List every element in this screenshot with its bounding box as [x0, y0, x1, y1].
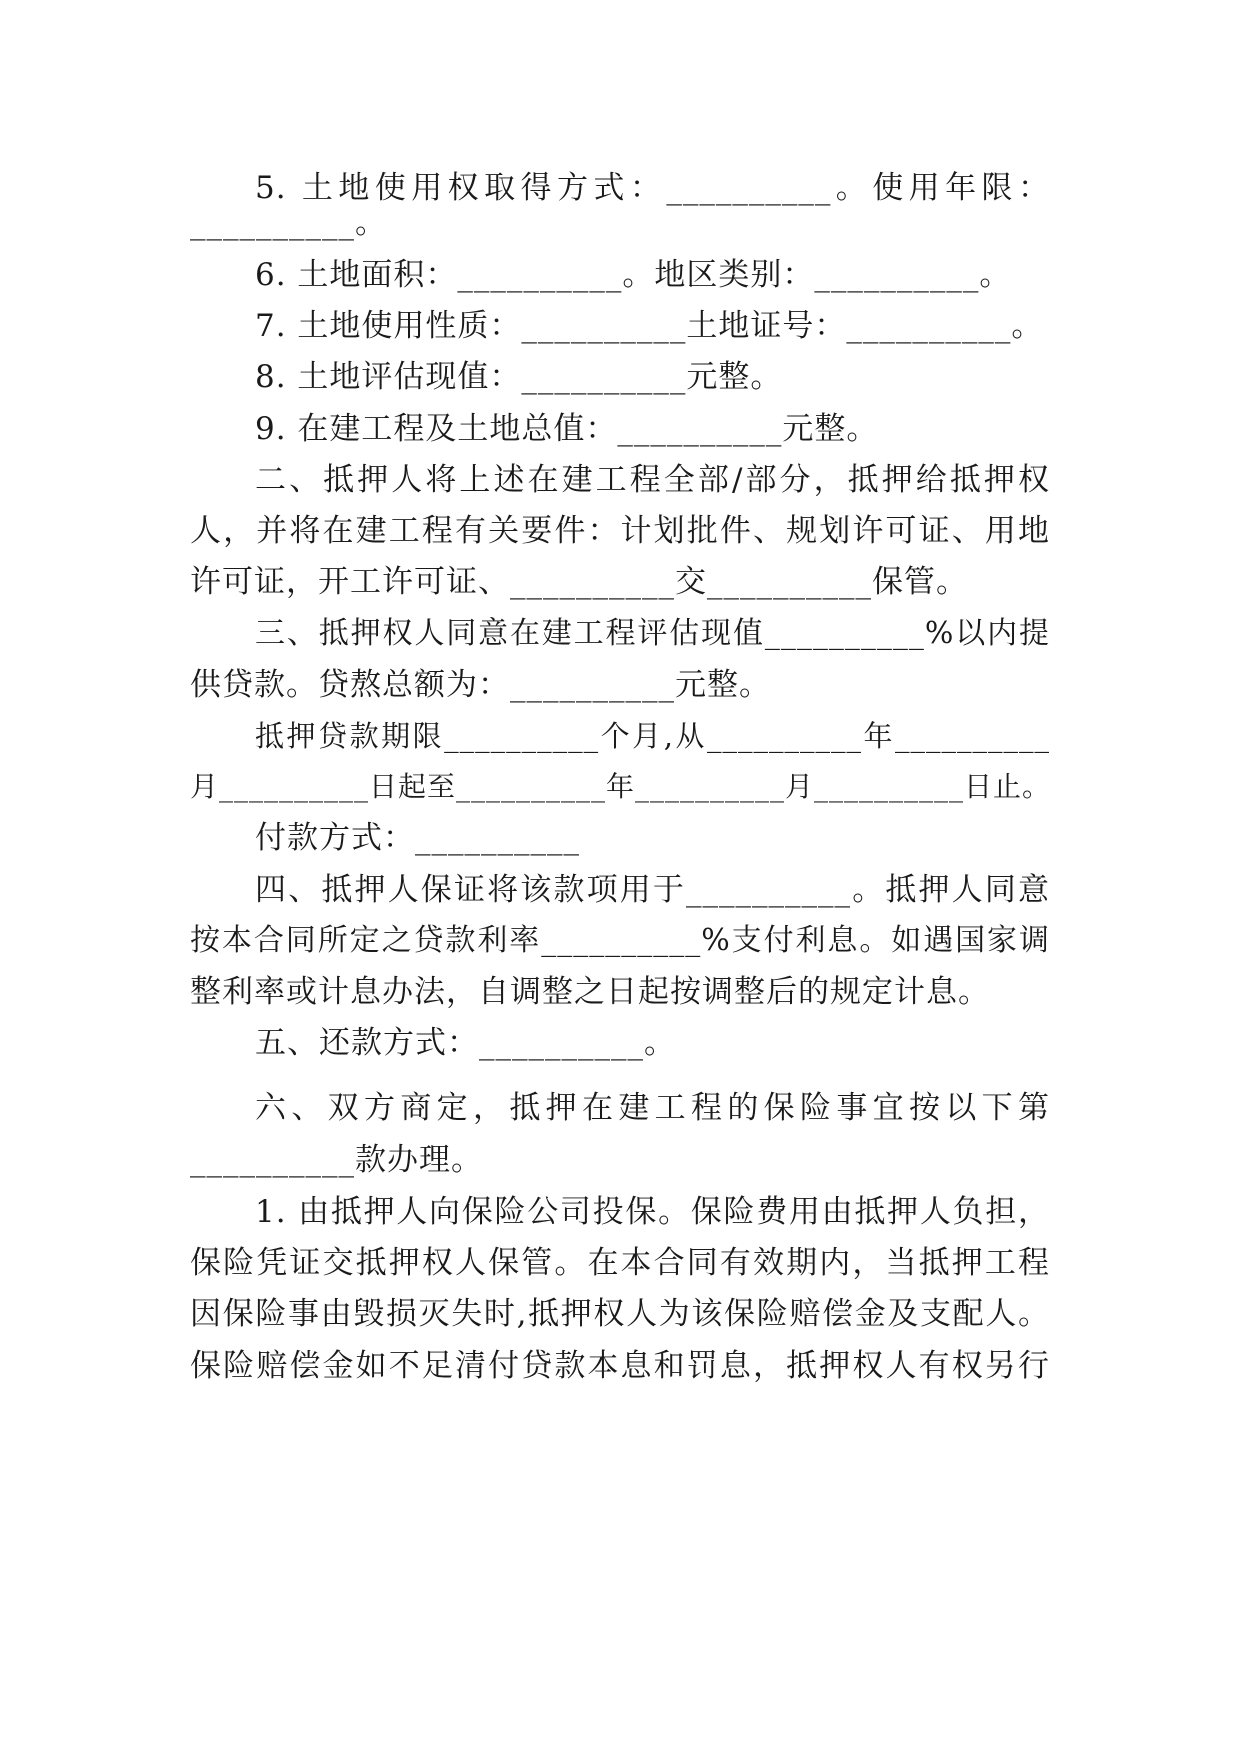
paragraph-line: 1. 由抵押人向保险公司投保。保险费用由抵押人负担，: [255, 1194, 1050, 1230]
paragraph-line: 保险凭证交抵押权人保管。在本合同有效期内，当抵押工程: [190, 1245, 1050, 1281]
paragraph-line: 因保险事由毁损灭失时,抵押权人为该保险赔偿金及支配人。: [190, 1296, 1050, 1332]
paragraph-line: 按本合同所定之贷款利率__________%支付利息。如遇国家调: [190, 923, 1050, 958]
paragraph-line: 8. 土地评估现值：__________元整。: [255, 359, 783, 395]
paragraph-line: __________。: [190, 205, 387, 241]
paragraph-line: 抵押贷款期限__________个月,从__________年__________: [255, 719, 1050, 753]
paragraph-line: 供贷款。贷熬总额为：__________元整。: [190, 667, 771, 703]
paragraph-line: 整利率或计息办法，自调整之日起按调整后的规定计息。: [190, 974, 990, 1010]
paragraph-line: 六、双方商定，抵押在建工程的保险事宜按以下第: [255, 1090, 1050, 1126]
paragraph-line: 许可证，开工许可证、__________交__________保管。: [190, 564, 968, 600]
paragraph-line: 付款方式：__________: [255, 820, 580, 856]
paragraph-line: 三、抵押权人同意在建工程评估现值__________%以内提: [255, 616, 1050, 651]
paragraph-line: 四、抵押人保证将该款项用于__________。抵押人同意: [255, 872, 1050, 908]
paragraph-line: 月__________日起至__________年__________月__________日止。: [190, 770, 1052, 803]
paragraph-line: 6. 土地面积：__________。地区类别：__________。: [255, 257, 1012, 293]
paragraph-line: 人，并将在建工程有关要件：计划批件、规划许可证、用地: [190, 513, 1050, 549]
paragraph-line: 5. 土地使用权取得方式：__________。使用年限：: [255, 170, 1050, 206]
paragraph-line: __________款办理。: [190, 1142, 483, 1178]
paragraph-line: 保险赔偿金如不足清付贷款本息和罚息，抵押权人有权另行: [190, 1348, 1050, 1384]
paragraph-line: 9. 在建工程及土地总值：__________元整。: [255, 411, 879, 447]
paragraph-line: 五、还款方式：__________。: [255, 1025, 676, 1061]
paragraph-line: 7. 土地使用性质：__________土地证号：__________。: [255, 308, 1044, 344]
paragraph-line: 二、抵押人将上述在建工程全部/部分，抵押给抵押权: [255, 462, 1050, 498]
